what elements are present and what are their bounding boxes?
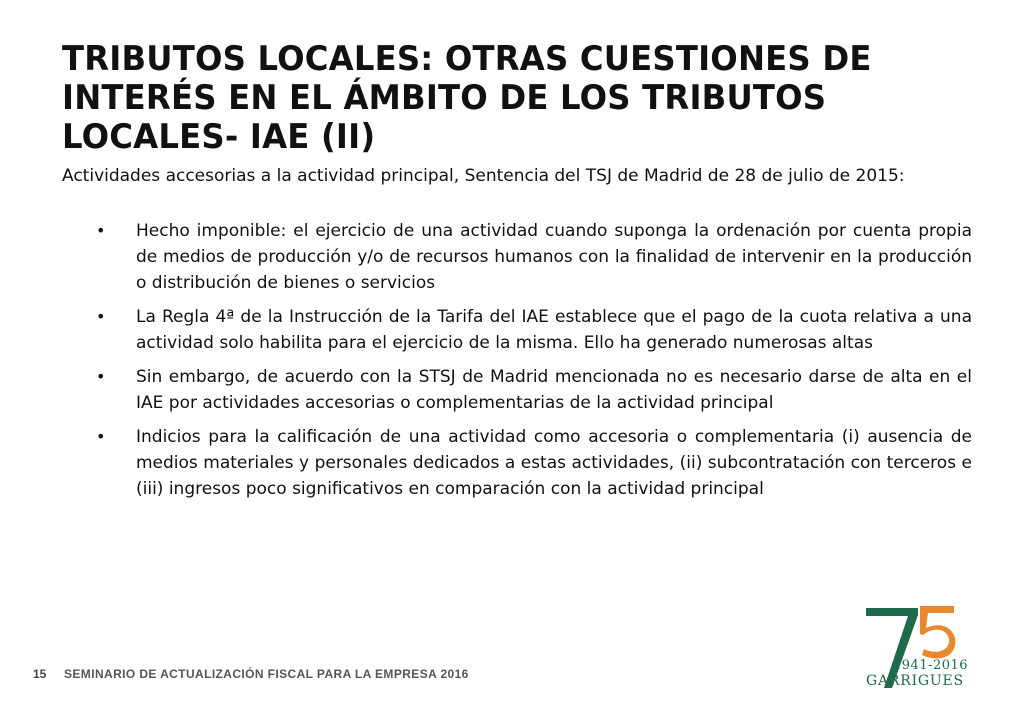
list-item: [62, 364, 972, 416]
bullet-text: Hecho imponible: el ejercicio de una actividad cuando suponga la ordenación por cuenta propia de medios de producción y/o de recursos humanos con la finalidad de intervenir en la producción o distribución de bienes o servicios: [136, 221, 972, 293]
bullet-icon: •: [96, 307, 106, 326]
intro-text: Actividades accesorias a la actividad principal, Sentencia del TSJ de Madrid de 28 de julio de 2015:: [62, 166, 905, 186]
list-item: [62, 304, 972, 356]
logo-years: 1941-2016: [893, 658, 969, 673]
bullet-text: La Regla 4ª de la Instrucción de la Tarifa del IAE establece que el pago de la cuota relativa a una actividad solo habilita para el ejercicio de la misma. Ello ha generado numerosas altas: [136, 307, 972, 353]
page-number: 15: [33, 667, 47, 681]
bullet-text: Sin embargo, de acuerdo con la STSJ de Madrid mencionada no es necesario darse de alta en el IAE por actividades accesorias o complementarias de la actividad principal: [136, 367, 972, 413]
slide-title: TRIBUTOS LOCALES: OTRAS CUESTIONES DE INTERÉS EN EL ÁMBITO DE LOS TRIBUTOS LOCALES- IAE (II): [62, 39, 872, 157]
bullet-text: Indicios para la calificación de una actividad como accesoria o complementaria (i) ausencia de medios materiales y personales dedicados a estas actividades, (ii) subcontratación con terceros e (iii) ingresos poco significativos en comparación con la actividad principal: [136, 427, 972, 499]
logo-name: GARRIGUES: [866, 673, 964, 689]
bullet-icon: •: [96, 427, 106, 446]
list-item: [62, 424, 972, 502]
bullet-icon: •: [96, 221, 106, 240]
list-item: [62, 218, 972, 296]
footer-text: SEMINARIO DE ACTUALIZACIÓN FISCAL PARA LA EMPRESA 2016: [64, 667, 469, 681]
bullet-list: [62, 218, 972, 510]
bullet-icon: •: [96, 367, 106, 386]
